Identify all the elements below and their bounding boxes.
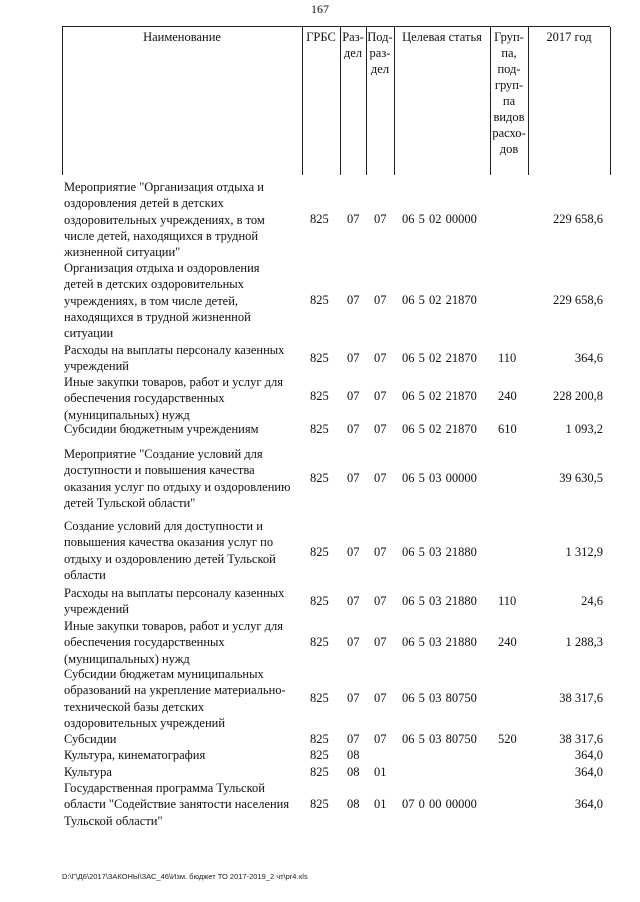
- row-podrazdel: 01: [374, 797, 387, 811]
- row-name: Иные закупки товаров, работ и услуг для обеспечения государственных (муниципальных) нужд: [64, 375, 284, 422]
- row-tselevaya: 06 5 02 21870: [402, 389, 477, 403]
- row-razdel: 08: [347, 797, 360, 811]
- header-grbs: ГРБС: [306, 30, 336, 44]
- row-grbs: 825: [310, 797, 329, 811]
- row-name: Субсидии бюджетным учреждениям: [64, 422, 259, 436]
- row-razdel: 07: [347, 212, 360, 226]
- row-podrazdel: 07: [374, 422, 387, 436]
- row-sum: 364,0: [574, 748, 603, 762]
- row-name: Расходы на выплаты персоналу казенных учреждений: [64, 586, 285, 617]
- row-sum: 364,6: [574, 351, 603, 365]
- row-sum: 229 658,6: [553, 293, 603, 307]
- row-name: Иные закупки товаров, работ и услуг для обеспечения государственных (муниципальных) нужд: [64, 619, 284, 666]
- row-tselevaya: 06 5 02 00000: [402, 212, 477, 226]
- row-razdel: 07: [347, 389, 360, 403]
- row-podrazdel: 07: [374, 732, 387, 746]
- row-grbs: 825: [310, 471, 329, 485]
- row-name: Культура: [64, 765, 112, 779]
- row-podrazdel: 07: [374, 635, 387, 649]
- header-podrazdel: Под- раз- дел: [367, 30, 393, 76]
- table-header: [62, 26, 610, 175]
- row-podrazdel: 07: [374, 691, 387, 705]
- row-name: Организация отдыха и оздоровления детей в детских оздоровительных учреждениях, в том числе детей, находящихся в трудной жизненной ситуации: [64, 261, 260, 341]
- row-gruppa: 240: [498, 635, 517, 649]
- row-sum: 364,0: [574, 797, 603, 811]
- row-razdel: 07: [347, 691, 360, 705]
- row-podrazdel: 01: [374, 765, 387, 779]
- row-razdel: 07: [347, 351, 360, 365]
- row-sum: 24,6: [581, 594, 603, 608]
- row-gruppa: 610: [498, 422, 517, 436]
- row-sum: 39 630,5: [559, 471, 603, 485]
- row-grbs: 825: [310, 732, 329, 746]
- row-grbs: 825: [310, 594, 329, 608]
- row-gruppa: 520: [498, 732, 517, 746]
- row-tselevaya: 06 5 03 80750: [402, 732, 477, 746]
- row-sum: 229 658,6: [553, 212, 603, 226]
- row-name: Создание условий для доступности и повышения качества оказания услуг по отдыху и оздоровлению детей Тульской области: [64, 519, 276, 582]
- row-podrazdel: 07: [374, 351, 387, 365]
- row-razdel: 08: [347, 765, 360, 779]
- row-podrazdel: 07: [374, 594, 387, 608]
- row-name: Расходы на выплаты персоналу казенных учреждений: [64, 343, 285, 374]
- file-path-footer: D:\Г\Д6\2017\ЗАКОНЫ\ЗАС_46\Изм. бюджет ТО 2017-2019_2 чт\pr4.xls: [62, 872, 308, 881]
- row-gruppa: 110: [498, 351, 517, 365]
- row-podrazdel: 07: [374, 471, 387, 485]
- header-gruppa: Груп- па, под- груп- па видов расхо- дов: [492, 30, 526, 156]
- row-razdel: 07: [347, 545, 360, 559]
- row-tselevaya: 06 5 02 21870: [402, 351, 477, 365]
- row-sum: 1 288,3: [565, 635, 603, 649]
- row-grbs: 825: [310, 212, 329, 226]
- row-razdel: 07: [347, 422, 360, 436]
- row-podrazdel: 07: [374, 389, 387, 403]
- row-razdel: 07: [347, 635, 360, 649]
- row-sum: 1 093,2: [565, 422, 603, 436]
- row-sum: 1 312,9: [565, 545, 603, 559]
- row-tselevaya: 06 5 03 21880: [402, 594, 477, 608]
- row-tselevaya: 06 5 03 21880: [402, 635, 477, 649]
- row-name: Культура, кинематография: [64, 748, 206, 762]
- row-sum: 38 317,6: [559, 691, 603, 705]
- page-number: 167: [311, 2, 329, 16]
- row-grbs: 825: [310, 293, 329, 307]
- row-grbs: 825: [310, 765, 329, 779]
- row-sum: 228 200,8: [553, 389, 603, 403]
- header-tselevaya: Целевая статья: [402, 30, 482, 44]
- row-grbs: 825: [310, 748, 329, 762]
- row-podrazdel: 07: [374, 545, 387, 559]
- row-grbs: 825: [310, 691, 329, 705]
- row-name: Субсидии: [64, 732, 117, 746]
- row-sum: 38 317,6: [559, 732, 603, 746]
- header-name: Наименование: [143, 30, 221, 44]
- row-name: Мероприятие "Создание условий для доступности и повышения качества оказания услуг по отдыху и оздоровлению детей Тульской области": [64, 447, 291, 510]
- row-tselevaya: 06 5 02 21870: [402, 422, 477, 436]
- row-tselevaya: 06 5 03 80750: [402, 691, 477, 705]
- row-grbs: 825: [310, 389, 329, 403]
- row-grbs: 825: [310, 351, 329, 365]
- row-razdel: 07: [347, 594, 360, 608]
- row-razdel: 07: [347, 293, 360, 307]
- header-divider: [610, 27, 611, 175]
- row-razdel: 07: [347, 732, 360, 746]
- row-gruppa: 110: [498, 594, 517, 608]
- header-razdel: Раз- дел: [342, 30, 364, 60]
- row-tselevaya: 07 0 00 00000: [402, 797, 477, 811]
- row-tselevaya: 06 5 02 21870: [402, 293, 477, 307]
- row-podrazdel: 07: [374, 293, 387, 307]
- header-year: 2017 год: [546, 30, 592, 44]
- row-gruppa: 240: [498, 389, 517, 403]
- row-podrazdel: 07: [374, 212, 387, 226]
- row-name: Мероприятие "Организация отдыха и оздоровления детей в детских оздоровительных учреждениях, в том числе детей, находящихся в трудной жизненной ситуации": [64, 180, 265, 260]
- row-name: Государственная программа Тульской области "Содействие занятости населения Тульской области": [64, 781, 290, 828]
- row-grbs: 825: [310, 422, 329, 436]
- row-razdel: 07: [347, 471, 360, 485]
- row-name: Субсидии бюджетам муниципальных образований на укрепление материально- технической базы детских оздоровительных учреждений: [64, 667, 286, 730]
- row-sum: 364,0: [574, 765, 603, 779]
- row-grbs: 825: [310, 635, 329, 649]
- row-tselevaya: 06 5 03 00000: [402, 471, 477, 485]
- row-tselevaya: 06 5 03 21880: [402, 545, 477, 559]
- row-grbs: 825: [310, 545, 329, 559]
- row-razdel: 08: [347, 748, 360, 762]
